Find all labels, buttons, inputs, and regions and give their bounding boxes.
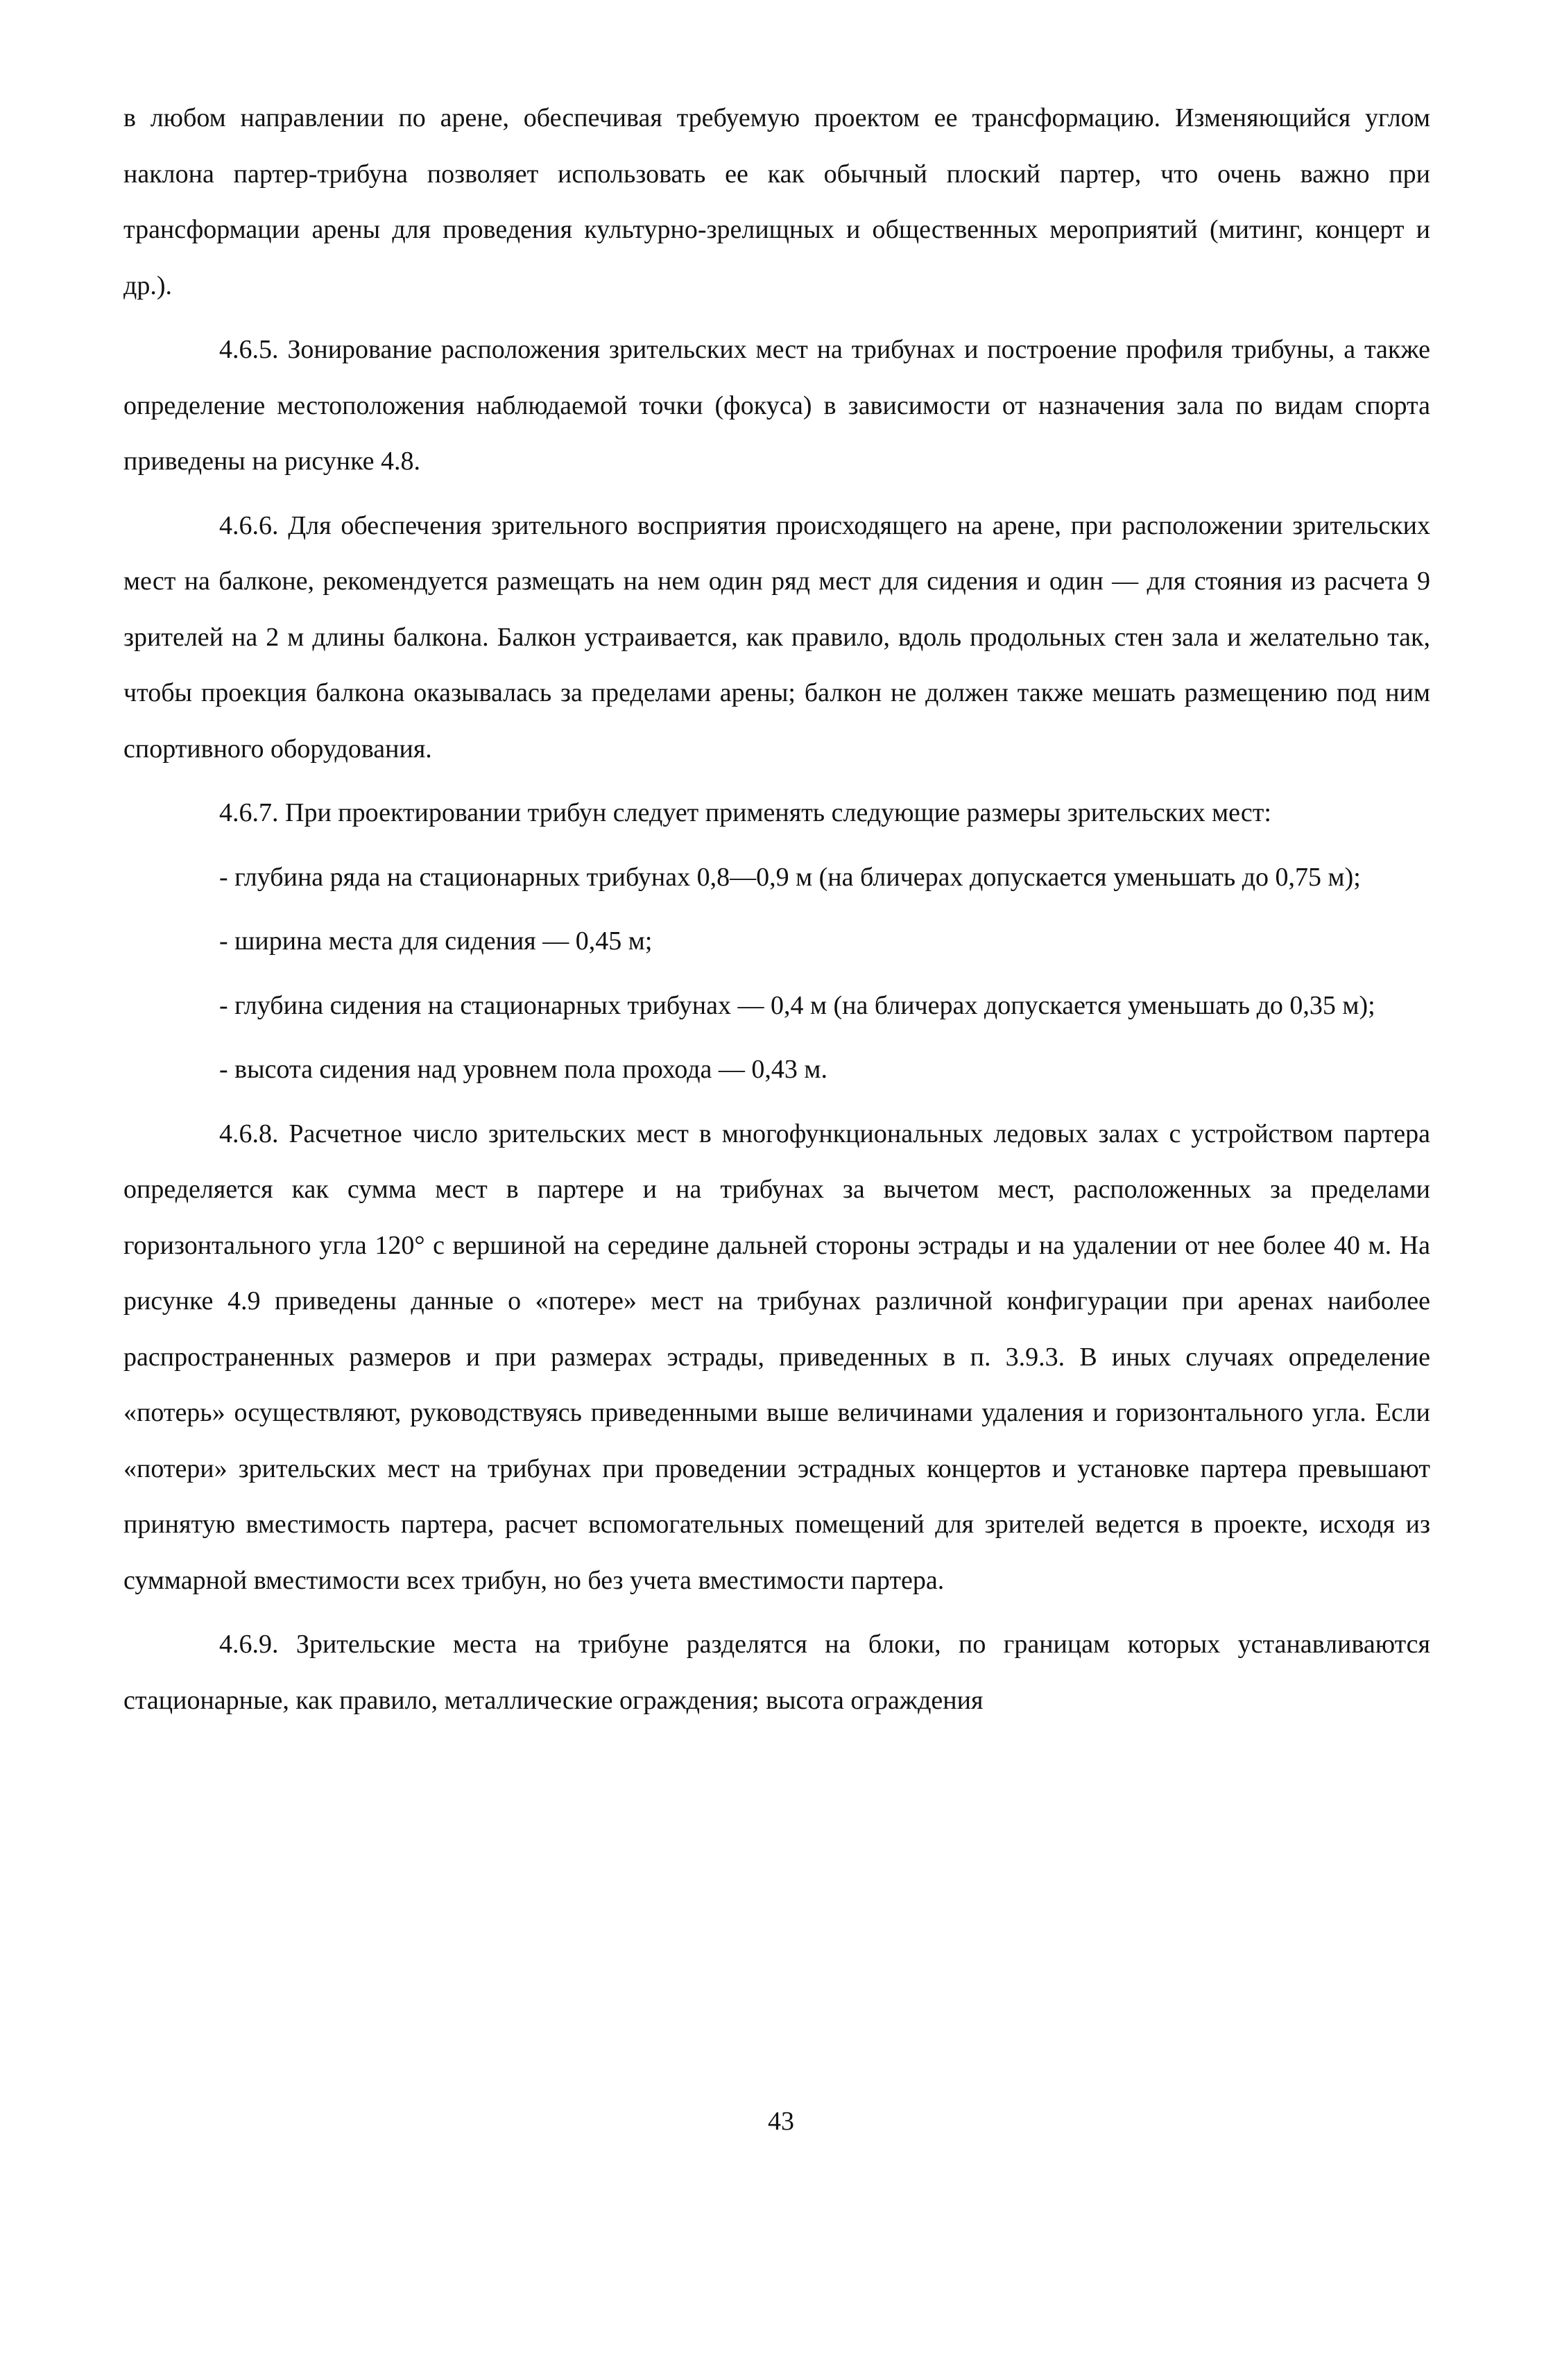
paragraph-4-6-6: 4.6.6. Для обеспечения зрительного восприятия происходящего на арене, при расположении зрительских мест на балконе, рекомендуется размещать на нем один ряд мест для сидения и один — для стояния из расчета 9 зрителей на 2 м длины балкона. Балкон устраивается, как правило, вдоль продольных стен зала и желательно так, чтобы проекция балкона оказывалась за пределами арены; балкон не должен также мешать размещению под ним спортивного оборудования. (123, 510, 1430, 764)
paragraph-4-6-7: 4.6.7. При проектировании трибун следует применять следующие размеры зрительских мест: (219, 798, 1271, 827)
page-number: 43 (768, 2107, 794, 2136)
body-text (123, 90, 1430, 1728)
paragraph-4-6-8: 4.6.8. Расчетное число зрительских мест в многофункциональных ледовых залах с устройством партера определяется как сумма мест в партере и на трибунах за вычетом мест, расположенных за пределами горизонтального угла 120° с вершиной на середине дальней стороны эстрады и на удалении от нее более 40 м. На рисунке 4.9 приведены данные о «потере» мест на трибунах различной конфигурации при аренах наиболее распространенных размеров и при размерах эстрады, приведенных в п. 3.9.3. В иных случаях определение «потерь» осуществляют, руководствуясь приведенными выше величинами удаления и горизонтального угла. Если «потери» зрительских мест на трибунах при проведении эстрадных концертов и установке партера превышают принятую вместимость партера, расчет вспомогательных помещений для зрителей ведется в проекте, исходя из суммарной вместимости всех трибун, но без учета вместимости партера. (123, 1119, 1430, 1595)
paragraph-4-6-9: 4.6.9. Зрительские места на трибуне разделятся на блоки, по границам которых устанавливаются стационарные, как правило, металлические ограждения; высота ограждения (123, 1630, 1430, 1715)
paragraph-4-6-5: 4.6.5. Зонирование расположения зрительских мест на трибунах и построение профиля трибуны, а также определение местоположения наблюдаемой точки (фокуса) в зависимости от назначения зала по видам спорта приведены на рисунке 4.8. (123, 335, 1430, 476)
list-item-seat-width: - ширина места для сидения — 0,45 м; (219, 926, 653, 956)
list-item-seat-depth: - глубина сидения на стационарных трибунах — 0,4 м (на бличерах допускается уменьшать до 0,35 м); (219, 990, 1375, 1020)
list-item-seat-height: - высота сидения над уровнем пола прохода — 0,43 м. (219, 1055, 827, 1084)
list-item-row-depth: - глубина ряда на стационарных трибунах 0,8—0,9 м (на бличерах допускается уменьшать до 0,75 м); (219, 862, 1361, 892)
paragraph-continuation: в любом направлении по арене, обеспечивая требуемую проектом ее трансформацию. Изменяющийся углом наклона партер-трибуна позволяет использовать ее как обычный плоский партер, что очень важно при трансформации арены для проведения культурно-зрелищных и общественных мероприятий (митинг, концерт и др.). (123, 103, 1430, 300)
